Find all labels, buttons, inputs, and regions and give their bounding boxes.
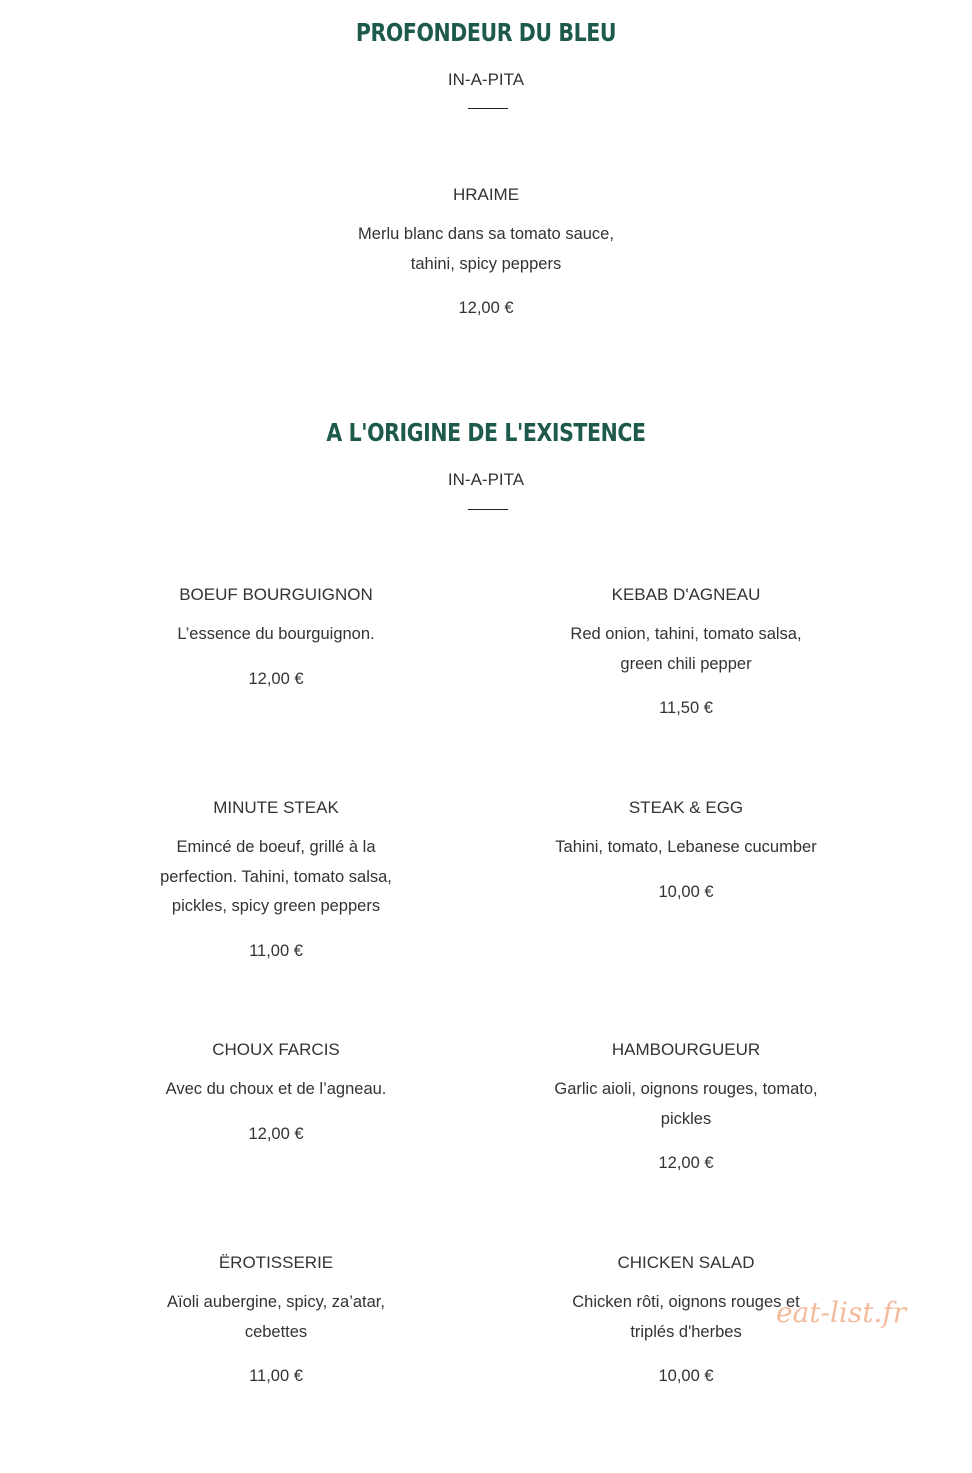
item-description: L’essence du bourguignon. (177, 625, 375, 643)
item-price: 12,00 € (458, 299, 514, 317)
item-name: HAMBOURGUEUR (611, 1040, 761, 1059)
item-name: MINUTE STEAK (213, 798, 339, 817)
section-title: PROFONDEUR DU BLEU (355, 18, 617, 47)
item-name: ËROTISSERIE (218, 1253, 334, 1272)
divider (468, 108, 508, 109)
item-price: 11,00 € (249, 1367, 303, 1385)
item-price: 11,50 € (659, 699, 713, 717)
item-description: Chicken rôti, oignons rouges et triplés d'herbes (572, 1293, 800, 1341)
menu-item (516, 797, 856, 903)
menu-item (106, 1252, 446, 1387)
item-name: CHICKEN SALAD (617, 1253, 755, 1272)
item-price: 12,00 € (248, 669, 304, 688)
item-name: HRAIME (452, 185, 520, 204)
item-price: 11,00 € (249, 941, 303, 960)
item-description: Avec du choux et de l’agneau. (165, 1080, 387, 1098)
divider (468, 509, 508, 510)
watermark-logo: eat-list.fr (776, 1296, 907, 1329)
section-subtitle: IN-A-PITA (447, 470, 525, 489)
menu-item (106, 1039, 446, 1145)
menu-item (516, 584, 856, 719)
menu-item (106, 797, 446, 962)
item-description: Red onion, tahini, tomato salsa, green chili pepper (570, 625, 802, 673)
item-description: Tahini, tomato, Lebanese cucumber (555, 838, 817, 856)
item-name: CHOUX FARCIS (212, 1040, 340, 1059)
item-description: Merlu blanc dans sa tomato sauce, tahini, spicy peppers (358, 225, 614, 273)
item-price: 10,00 € (658, 1367, 714, 1385)
item-description: Aïoli aubergine, spicy, za’atar, cebettes (167, 1293, 385, 1341)
item-price: 12,00 € (248, 1124, 304, 1143)
menu-item (106, 584, 446, 690)
item-name: KEBAB D'AGNEAU (611, 585, 761, 604)
menu-item (286, 184, 686, 319)
section-title: A L'ORIGINE DE L'EXISTENCE (326, 418, 646, 447)
item-description: Garlic aioli, oignons rouges, tomato, pickles (554, 1080, 818, 1128)
section-subtitle: IN-A-PITA (447, 70, 525, 89)
item-description: Emincé de boeuf, grillé à la perfection. Tahini, tomato salsa, pickles, spicy green peppers (160, 838, 392, 915)
item-name: STEAK & EGG (628, 798, 744, 817)
item-price: 12,00 € (658, 1154, 714, 1172)
item-price: 10,00 € (658, 882, 714, 901)
menu-item (516, 1039, 856, 1174)
item-name: BOEUF BOURGUIGNON (179, 585, 373, 604)
